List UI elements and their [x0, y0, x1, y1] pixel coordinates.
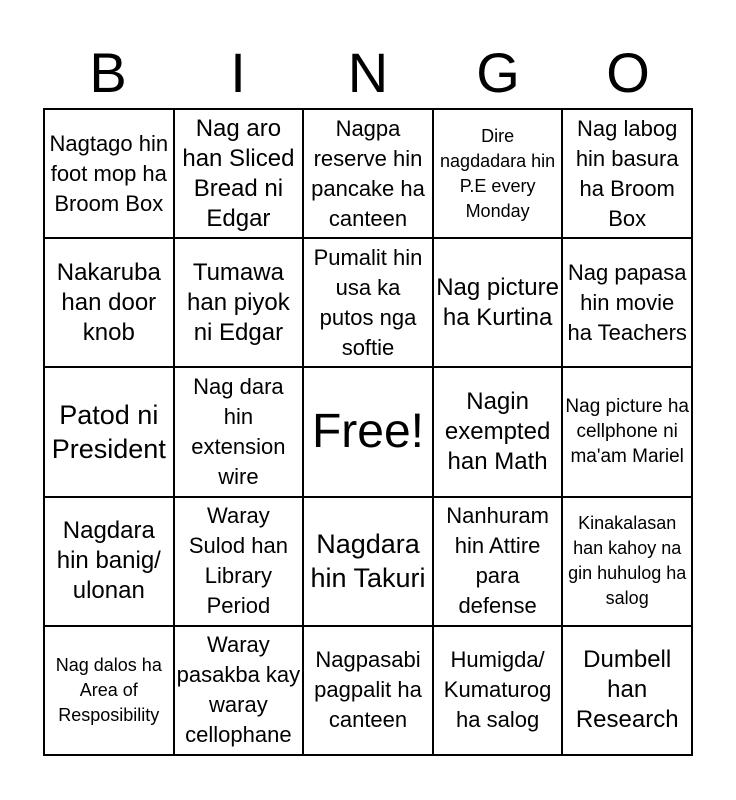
cell-text: Kinakalasan han kahoy na gin huhulog ha salog: [568, 513, 687, 609]
cell-text: Nagin exempted han Math: [444, 387, 551, 475]
bingo-cell[interactable]: [562, 497, 692, 626]
cell-text: Nagpasabi pagpalit ha canteen: [314, 647, 422, 733]
header-letter-g: G: [476, 41, 520, 104]
bingo-cell[interactable]: [174, 109, 304, 238]
bingo-cell[interactable]: [174, 367, 304, 496]
free-cell[interactable]: [303, 367, 433, 496]
cell-text: Nag labog hin basura ha Broom Box: [575, 115, 679, 231]
cell-text: Nag papasa hin movie ha Teachers: [567, 259, 687, 345]
cell-text: Nag dalos ha Area of Resposibility: [55, 654, 162, 725]
bingo-cell[interactable]: [433, 109, 563, 238]
bingo-cell[interactable]: [303, 238, 433, 367]
header-letter-o: O: [606, 41, 650, 104]
bingo-cell[interactable]: [433, 626, 563, 755]
bingo-cell[interactable]: [303, 109, 433, 238]
free-label: Free!: [311, 404, 424, 458]
cell-text: Nakaruba han door knob: [56, 258, 161, 346]
bingo-cell[interactable]: [303, 497, 433, 626]
bingo-cell[interactable]: [433, 238, 563, 367]
cell-text: Nag aro han Sliced Bread ni Edgar: [182, 114, 295, 232]
cell-text: Dumbell han Research: [575, 646, 679, 734]
cell-text: Nag picture ha cellphone ni ma'am Mariel: [565, 396, 689, 468]
bingo-cell[interactable]: [433, 497, 563, 626]
cell-text: Waray pasakba kay waray cellophane: [176, 632, 301, 748]
bingo-cell[interactable]: [562, 109, 692, 238]
bingo-cell[interactable]: [562, 367, 692, 496]
cell-text: Tumawa han piyok ni Edgar: [187, 258, 290, 346]
header-letter-b: B: [89, 41, 127, 104]
cell-text: Humigda/ Kumaturog ha salog: [443, 647, 552, 733]
cell-text: Pumalit hin usa ka putos nga softie: [313, 244, 423, 360]
cell-text: Nanhuram hin Attire para defense: [446, 503, 549, 619]
bingo-cell[interactable]: [44, 109, 174, 238]
cell-text: Waray Sulod han Library Period: [188, 503, 288, 619]
bingo-cell[interactable]: [562, 626, 692, 755]
cell-text: Nagtago hin foot mop ha Broom Box: [49, 130, 169, 216]
bingo-cell[interactable]: [303, 626, 433, 755]
bingo-cell[interactable]: [44, 497, 174, 626]
cell-text: Nag picture ha Kurtina: [436, 273, 559, 331]
bingo-cell[interactable]: [174, 238, 304, 367]
header-letter-n: N: [347, 41, 389, 104]
cell-text: Nagpa reserve hin pancake ha canteen: [311, 115, 425, 231]
cell-text: Nagdara hin banig/ ulonan: [56, 517, 161, 605]
bingo-cell[interactable]: [562, 238, 692, 367]
bingo-cell[interactable]: [174, 626, 304, 755]
cell-text: Nagdara hin Takuri: [310, 529, 426, 594]
bingo-cell[interactable]: [174, 497, 304, 626]
bingo-grid: [43, 108, 693, 756]
bingo-cell[interactable]: [44, 238, 174, 367]
bingo-cell[interactable]: [44, 626, 174, 755]
bingo-header: [43, 40, 693, 106]
bingo-cell[interactable]: [44, 367, 174, 496]
header-letter-i: I: [230, 41, 246, 104]
bingo-cell[interactable]: [433, 367, 563, 496]
cell-text: Patod ni President: [51, 399, 166, 464]
cell-text: Nag dara hin extension wire: [191, 373, 286, 489]
cell-text: Dire nagdadara hin P.E every Monday: [440, 125, 556, 221]
